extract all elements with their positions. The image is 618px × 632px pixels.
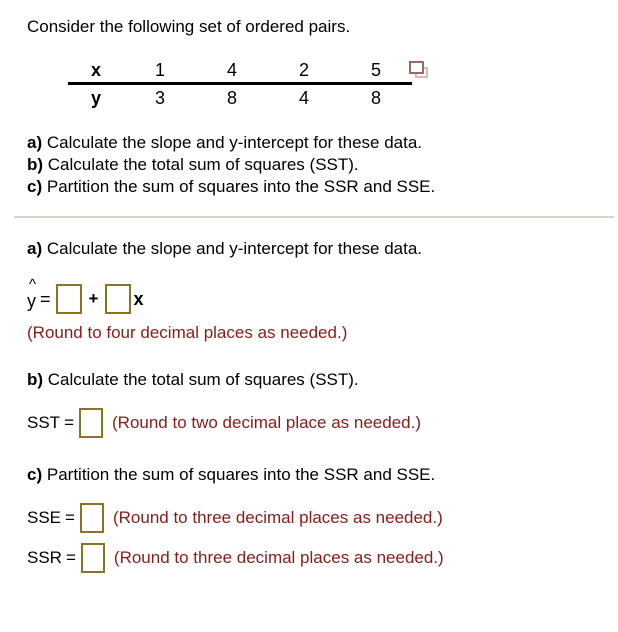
intercept-input[interactable] — [56, 284, 82, 314]
problem-prompt: Consider the following set of ordered pairs. — [27, 17, 351, 36]
rounding-hint-ssr: (Round to three decimal places as needed.) — [113, 548, 444, 567]
table-cell-x-1: 1 — [124, 58, 196, 84]
sse-input[interactable] — [80, 503, 104, 533]
row-label-y: y — [90, 88, 101, 108]
rounding-hint-a: (Round to four decimal places as needed.) — [27, 323, 348, 342]
slope-input[interactable] — [105, 284, 131, 314]
table-cell-y-3: 4 — [298, 88, 309, 108]
answer-heading-a-text: Calculate the slope and y-intercept for these data. — [46, 239, 423, 258]
answer-heading-b-text: Calculate the total sum of squares (SST). — [47, 370, 359, 389]
problem-part-c-label: c) — [27, 177, 43, 196]
equation-equals-sign: = — [40, 288, 51, 309]
ssr-equals-sign: = — [65, 548, 76, 567]
y-hat-letter: y — [27, 290, 36, 311]
answer-heading-b — [27, 369, 607, 391]
problem-part-b — [27, 154, 435, 176]
table-cell-x-3: 2 — [268, 58, 340, 84]
answer-heading-c — [27, 464, 607, 486]
table-cell-x-4: 5 — [340, 58, 412, 84]
sst-row — [27, 408, 607, 438]
section-divider — [14, 216, 614, 218]
problem-parts-list — [27, 132, 435, 198]
equation-plus-sign: + — [88, 289, 99, 308]
table-cell-y-4: 8 — [370, 88, 381, 108]
problem-part-a — [27, 132, 435, 154]
problem-part-b-label: b) — [27, 155, 44, 174]
answer-heading-b-label: b) — [27, 370, 44, 389]
hat-accent-icon: ^ — [28, 275, 37, 293]
problem-part-c — [27, 176, 435, 198]
ssr-row — [27, 543, 607, 573]
ssr-input[interactable] — [81, 543, 105, 573]
y-hat-symbol — [27, 275, 37, 311]
answer-heading-c-text: Partition the sum of squares into the SSR and SSE. — [46, 465, 436, 484]
answer-section-c — [27, 464, 607, 573]
sse-row — [27, 503, 607, 533]
answer-section-b — [27, 369, 607, 438]
answer-area — [27, 238, 607, 573]
regression-equation-row — [27, 275, 607, 314]
table-cell-y-1: 3 — [154, 88, 165, 108]
rounding-hint-sst: (Round to two decimal place as needed.) — [112, 413, 422, 432]
answer-heading-c-label: c) — [27, 465, 43, 484]
problem-part-a-text: Calculate the slope and y-intercept for these data. — [46, 133, 423, 152]
sse-equals-sign: = — [65, 508, 75, 527]
sse-label: SSE — [27, 508, 62, 527]
table-cell-x-2: 4 — [196, 58, 268, 84]
problem-part-a-label: a) — [27, 133, 43, 152]
sst-equals-sign: = — [64, 413, 74, 432]
copy-to-spreadsheet-icon[interactable] — [409, 61, 431, 81]
problem-part-c-text: Partition the sum of squares into the SSR and SSE. — [46, 177, 436, 196]
problem-part-b-text: Calculate the total sum of squares (SST). — [47, 155, 359, 174]
row-label-x: x — [68, 58, 124, 84]
sst-label: SST — [27, 413, 61, 432]
answer-heading-a — [27, 238, 607, 260]
ssr-label: SSR — [27, 548, 62, 567]
table-row-y — [68, 84, 412, 111]
equation-x-variable: x — [133, 288, 144, 309]
table-row-x — [68, 58, 412, 84]
copy-icon-front-sheet — [409, 61, 424, 74]
ordered-pairs-table — [68, 58, 412, 110]
rounding-hint-sse: (Round to three decimal places as needed.) — [112, 508, 443, 527]
sst-input[interactable] — [79, 408, 103, 438]
answer-heading-a-label: a) — [27, 239, 43, 258]
table-cell-y-2: 8 — [226, 88, 237, 108]
